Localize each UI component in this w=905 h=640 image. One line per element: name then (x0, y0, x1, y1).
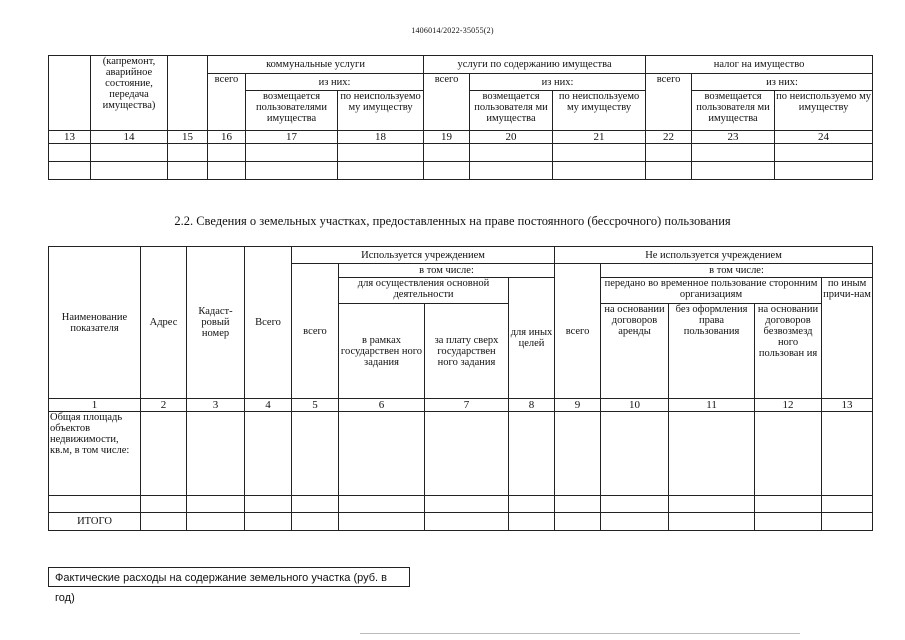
table-cell[interactable] (292, 513, 339, 531)
table-cell[interactable] (669, 496, 755, 513)
main-activity-header: для осуществления основной деятельности (339, 278, 509, 304)
column-number: 3 (187, 399, 245, 412)
table-cell[interactable] (470, 162, 553, 180)
table-cell[interactable] (208, 144, 246, 162)
column-number: 21 (553, 131, 646, 144)
table-cell[interactable] (470, 144, 553, 162)
maintenance-total-header: всего (424, 74, 470, 131)
table-cell[interactable] (555, 412, 601, 496)
tax-of-them-header: из них: (692, 74, 873, 91)
table-row (49, 162, 873, 180)
column-number: 24 (775, 131, 873, 144)
table-cell[interactable] (755, 496, 822, 513)
not-used-including-header: в том числе: (601, 264, 873, 278)
used-total-header: всего (292, 264, 339, 399)
table-cell[interactable] (168, 144, 208, 162)
utilities-total-header: всего (208, 74, 246, 131)
property-tax-group-header: налог на имущество (646, 56, 873, 74)
table-cell[interactable] (509, 412, 555, 496)
table-cell[interactable] (553, 144, 646, 162)
tax-total-header: всего (646, 74, 692, 131)
section-title: 2.2. Сведения о земельных участках, предоставленных на праве постоянного (бессрочного) пользования (174, 214, 731, 228)
column-number: 16 (208, 131, 246, 144)
table-cell[interactable] (339, 496, 425, 513)
maintenance-unused-header: по неиспользуемо му имуществу (553, 91, 646, 131)
table-cell[interactable] (91, 144, 168, 162)
table-cell[interactable] (775, 162, 873, 180)
table-cell[interactable] (646, 162, 692, 180)
paid-services-header: за плату сверх государствен ного задания (425, 304, 509, 399)
table-cell[interactable] (425, 496, 509, 513)
column-number: 10 (601, 399, 669, 412)
column-number: 8 (509, 399, 555, 412)
column-number: 19 (424, 131, 470, 144)
column-number: 17 (246, 131, 338, 144)
table-cell[interactable] (646, 144, 692, 162)
col13-header (49, 56, 91, 131)
table-cell[interactable] (292, 412, 339, 496)
maintenance-reimbursed-header: возмещается пользователя ми имущества (470, 91, 553, 131)
table-cell[interactable] (49, 496, 141, 513)
tax-reimbursed-header: возмещается пользователя ми имущества (692, 91, 775, 131)
table-row (49, 412, 873, 496)
not-used-total-header: всего (555, 264, 601, 399)
actual-expenses-label: Фактические расходы на содержание земельного участка (руб. в год) (48, 567, 410, 587)
tax-unused-header: по неиспользуемо му имуществу (775, 91, 873, 131)
total-header: Всего (245, 247, 292, 399)
table-cell[interactable] (692, 162, 775, 180)
table-cell[interactable] (555, 513, 601, 531)
table-cell[interactable] (822, 513, 873, 531)
table-row (49, 513, 873, 531)
itogo-row-label: ИТОГО (49, 513, 141, 531)
transferred-header: передано во временное пользование сторонним организациям (601, 278, 822, 304)
property-expenses-table (48, 55, 873, 180)
table-cell[interactable] (424, 144, 470, 162)
column-number: 15 (168, 131, 208, 144)
column-number: 2 (141, 399, 187, 412)
used-including-header: в том числе: (339, 264, 555, 278)
column-number: 7 (425, 399, 509, 412)
utilities-unused-header: по неиспользуемо му имуществу (338, 91, 424, 131)
cadastral-number-header: Кадаст-ровый номер (187, 247, 245, 399)
table-cell[interactable] (425, 513, 509, 531)
table-cell[interactable] (141, 412, 187, 496)
column-number: 4 (245, 399, 292, 412)
table-cell[interactable] (141, 513, 187, 531)
no-rights-header: без оформления права пользования (669, 304, 755, 399)
column-number: 5 (292, 399, 339, 412)
footer-divider (360, 633, 800, 634)
table-cell[interactable] (49, 144, 91, 162)
column-number: 18 (338, 131, 424, 144)
other-purposes-header: для иных целей (509, 278, 555, 399)
table-cell[interactable] (775, 144, 873, 162)
col14-header: (капремонт, аварийное состояние, передача имущества) (91, 56, 168, 131)
table-cell[interactable] (339, 412, 425, 496)
table-cell[interactable] (208, 162, 246, 180)
table-cell[interactable] (669, 513, 755, 531)
column-number: 13 (49, 131, 91, 144)
table-cell[interactable] (246, 162, 338, 180)
table-cell[interactable] (601, 496, 669, 513)
utilities-of-them-header: из них: (246, 74, 424, 91)
table-cell[interactable] (692, 144, 775, 162)
lease-header: на основании договоров аренды (601, 304, 669, 399)
table-cell[interactable] (246, 144, 338, 162)
table-cell[interactable] (669, 412, 755, 496)
table-cell[interactable] (509, 496, 555, 513)
document-id: 1406014/2022-35055(2) (411, 26, 494, 35)
col15-header (168, 56, 208, 131)
table-cell[interactable] (339, 513, 425, 531)
table-cell[interactable] (601, 513, 669, 531)
table-cell[interactable] (141, 496, 187, 513)
table-cell[interactable] (601, 412, 669, 496)
utilities-group-header: коммунальные услуги (208, 56, 424, 74)
table-cell[interactable] (509, 513, 555, 531)
column-number: 6 (339, 399, 425, 412)
state-task-header: в рамках государствен ного задания (339, 304, 425, 399)
table-cell[interactable] (49, 162, 91, 180)
other-reasons-header: по иным причи-нам (822, 278, 873, 399)
table-row (49, 496, 873, 513)
table-cell[interactable] (755, 412, 822, 496)
table-cell[interactable] (822, 496, 873, 513)
table-cell[interactable] (555, 496, 601, 513)
used-by-institution-header: Используется учреждением (292, 247, 555, 264)
total-area-row-label: Общая площадь объектов недвижимости, кв.м, в том числе: (49, 412, 141, 496)
land-plots-table (48, 246, 873, 531)
indicator-name-header: Наименование показателя (49, 247, 141, 399)
column-number: 12 (755, 399, 822, 412)
column-number: 11 (669, 399, 755, 412)
free-use-header: на основании договоров безвозмезд ного пользован ия (755, 304, 822, 399)
table-cell[interactable] (755, 513, 822, 531)
table-cell[interactable] (168, 162, 208, 180)
column-number: 22 (646, 131, 692, 144)
table-cell[interactable] (553, 162, 646, 180)
table-cell[interactable] (292, 496, 339, 513)
column-number: 20 (470, 131, 553, 144)
not-used-by-institution-header: Не используется учреждением (555, 247, 873, 264)
table-cell[interactable] (338, 162, 424, 180)
table-cell[interactable] (424, 162, 470, 180)
maintenance-group-header: услуги по содержанию имущества (424, 56, 646, 74)
address-header: Адрес (141, 247, 187, 399)
table-cell[interactable] (187, 513, 245, 531)
column-number: 1 (49, 399, 141, 412)
utilities-reimbursed-header: возмещается пользователями имущества (246, 91, 338, 131)
table-row (49, 144, 873, 162)
column-number: 23 (692, 131, 775, 144)
table-cell[interactable] (425, 412, 509, 496)
column-number: 9 (555, 399, 601, 412)
table-cell[interactable] (91, 162, 168, 180)
table-cell[interactable] (245, 513, 292, 531)
table-cell[interactable] (187, 496, 245, 513)
table-cell[interactable] (245, 496, 292, 513)
maintenance-of-them-header: из них: (470, 74, 646, 91)
table-cell[interactable] (245, 412, 292, 496)
column-number: 13 (822, 399, 873, 412)
column-number: 14 (91, 131, 168, 144)
table-cell[interactable] (187, 412, 245, 496)
table-cell[interactable] (822, 412, 873, 496)
table-cell[interactable] (338, 144, 424, 162)
